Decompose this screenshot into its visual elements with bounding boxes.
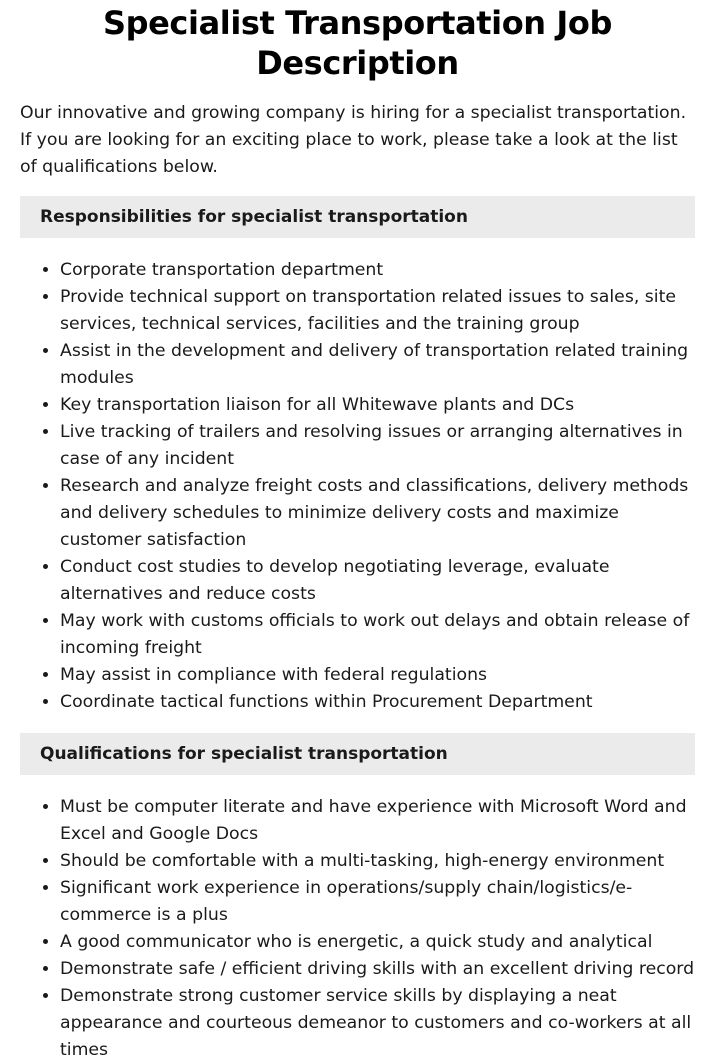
list-item: • Should be comfortable with a multi-tasking, high-energy environment bbox=[60, 848, 695, 875]
list-item: • May assist in compliance with federal regulations bbox=[60, 662, 695, 689]
list-item: • Assist in the development and delivery of transportation related training modules bbox=[60, 338, 695, 392]
qualifications-heading: Qualifications for specialist transportation bbox=[20, 733, 695, 775]
list-item: • May work with customs officials to work out delays and obtain release of incoming freight bbox=[60, 608, 695, 662]
list-item: • A good communicator who is energetic, a quick study and analytical bbox=[60, 929, 695, 956]
list-item: • Research and analyze freight costs and classifications, delivery methods and delivery schedules to minimize delivery costs and maximize customer satisfaction bbox=[60, 473, 695, 554]
list-item: • Live tracking of trailers and resolving issues or arranging alternatives in case of any incident bbox=[60, 419, 695, 473]
list-item: • Key transportation liaison for all Whitewave plants and DCs bbox=[60, 392, 695, 419]
list-item: • Coordinate tactical functions within Procurement Department bbox=[60, 689, 695, 716]
responsibilities-list bbox=[20, 257, 695, 716]
qualifications-list bbox=[20, 794, 695, 1064]
list-item: • Demonstrate strong customer service skills by displaying a neat appearance and courteous demeanor to customers and co-workers at all times bbox=[60, 983, 695, 1064]
list-item: • Must be computer literate and have experience with Microsoft Word and Excel and Google Docs bbox=[60, 794, 695, 848]
page-title: Specialist Transportation Job Description bbox=[102, 4, 613, 82]
responsibilities-heading: Responsibilities for specialist transportation bbox=[20, 196, 695, 238]
list-item: • Conduct cost studies to develop negotiating leverage, evaluate alternatives and reduce costs bbox=[60, 554, 695, 608]
list-item: • Provide technical support on transportation related issues to sales, site services, technical services, facilities and the training group bbox=[60, 284, 695, 338]
list-item: • Corporate transportation department bbox=[60, 257, 695, 284]
list-item: • Significant work experience in operations/supply chain/logistics/e-commerce is a plus bbox=[60, 875, 695, 929]
intro-paragraph: Our innovative and growing company is hiring for a specialist transportation. If you are looking for an exciting place to work, please take a look at the list of qualifications below. bbox=[20, 103, 687, 177]
list-item: • Demonstrate safe / efficient driving skills with an excellent driving record bbox=[60, 956, 695, 983]
